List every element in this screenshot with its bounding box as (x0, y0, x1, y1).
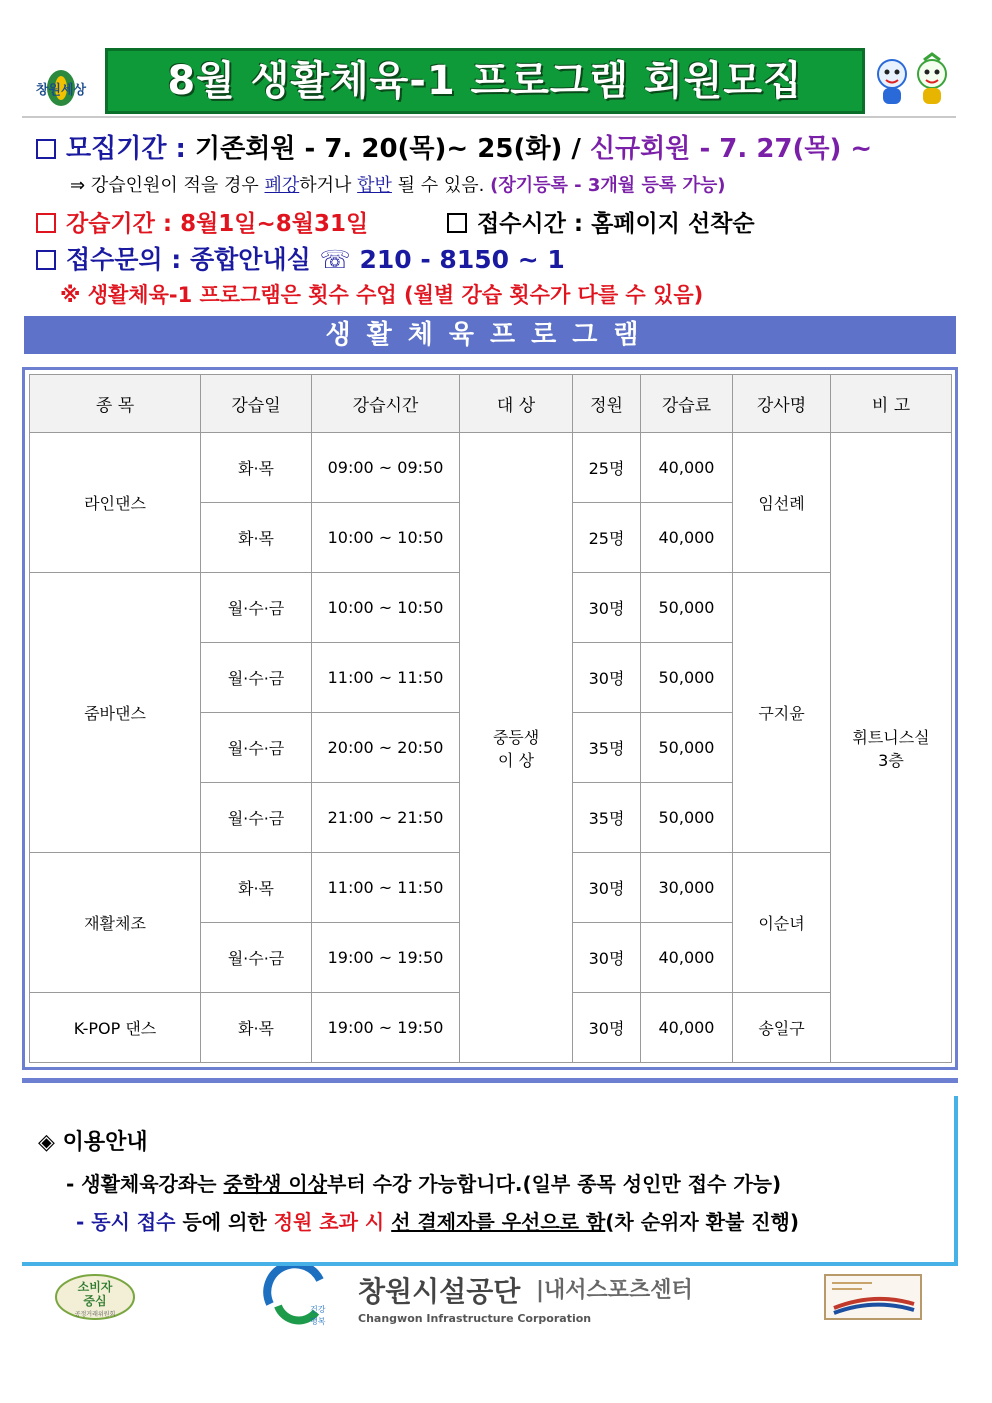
capacity-cell: 30명 (573, 923, 641, 993)
fee-cell: 40,000 (641, 923, 733, 993)
recruit-separator: / (562, 134, 590, 164)
capacity-cell: 30명 (573, 853, 641, 923)
page-title: 8월 생활체육-1 프로그램 회원모집 (105, 48, 865, 114)
fee-cell: 30,000 (641, 853, 733, 923)
program-notice: ※ 생활체육-1 프로그램은 횟수 수업 (월별 강습 횟수가 다를 수 있음) (60, 283, 704, 307)
guide-text: 부터 수강 가능합니다.(일부 종목 성인만 접수 가능) (327, 1172, 782, 1196)
changwon-logo (28, 58, 94, 116)
guide-title-text: 이용안내 (62, 1130, 148, 1155)
inquiry (36, 240, 565, 276)
capacity-cell: 25명 (573, 433, 641, 503)
note-text: 강습인원이 적을 경우 (85, 175, 265, 196)
closure-note (70, 171, 726, 197)
capacity-cell: 30명 (573, 573, 641, 643)
guide-emphasis: 중학생 이상 (223, 1172, 328, 1196)
header-capacity: 정원 (573, 375, 641, 433)
header-sport: 종 목 (30, 375, 201, 433)
corporation-english-name: Changwon Infrastructure Corporation (358, 1312, 592, 1325)
capacity-cell: 25명 (573, 503, 641, 573)
guide-text: 등에 의한 (175, 1210, 274, 1234)
days-cell: 월·수·금 (201, 573, 312, 643)
sport-cell: 줌바댄스 (30, 573, 201, 853)
time-cell: 20:00 ~ 20:50 (312, 713, 460, 783)
long-term-note: (장기등록 - 3개월 등록 가능) (490, 175, 726, 196)
mascot-icon (872, 52, 954, 110)
remark-cell (831, 433, 952, 1063)
checkbox-icon (36, 139, 56, 159)
consumer-centered-badge (54, 1273, 136, 1321)
days-cell: 월·수·금 (201, 923, 312, 993)
instructor-cell: 임선례 (733, 433, 831, 573)
svg-text:창원세상: 창원세상 (35, 83, 87, 98)
sport-cell: 재활체조 (30, 853, 201, 993)
instructor-cell: 송일구 (733, 993, 831, 1063)
time-cell: 11:00 ~ 11:50 (312, 643, 460, 713)
fee-cell: 40,000 (641, 503, 733, 573)
program-section-bar: 생활체육프로그램 (24, 316, 956, 354)
sports-center-name: |내서스포츠센터 (536, 1278, 693, 1303)
time-cell: 19:00 ~ 19:50 (312, 923, 460, 993)
target-cell (460, 433, 573, 1063)
header-instructor: 강사명 (733, 375, 831, 433)
time-cell: 11:00 ~ 11:50 (312, 853, 460, 923)
fee-cell: 50,000 (641, 643, 733, 713)
time-cell: 09:00 ~ 09:50 (312, 433, 460, 503)
table-bottom-rule (22, 1078, 958, 1083)
corporation-name: 창원시설공단 (358, 1275, 521, 1308)
inquiry-phone: 210 - 8150 ~ 1 (359, 245, 565, 274)
sport-cell: K-POP 댄스 (30, 993, 201, 1063)
remark-line: 휘트니스실 (852, 727, 930, 747)
checkbox-icon (36, 250, 56, 270)
header-time: 강습시간 (312, 375, 460, 433)
schedule-table (29, 374, 952, 1063)
class-period (36, 205, 368, 238)
instructor-cell: 이순녀 (733, 853, 831, 993)
svg-text:건강: 건강 (310, 1305, 326, 1314)
recruit-period (36, 128, 872, 165)
capacity-cell: 35명 (573, 713, 641, 783)
time-cell: 21:00 ~ 21:50 (312, 783, 460, 853)
time-cell: 10:00 ~ 10:50 (312, 573, 460, 643)
time-cell: 19:00 ~ 19:50 (312, 993, 460, 1063)
guide-simultaneous: - 동시 접수 (76, 1210, 176, 1234)
guide-text: - 생활체육강좌는 (66, 1172, 224, 1196)
fee-cell: 50,000 (641, 713, 733, 783)
recruit-existing: 기존회원 - 7. 20(목)~ 25(화) (194, 134, 563, 164)
days-cell: 화·목 (201, 433, 312, 503)
svg-text:중심: 중심 (83, 1294, 107, 1308)
days-cell: 화·목 (201, 853, 312, 923)
days-cell: 화·목 (201, 993, 312, 1063)
days-cell: 월·수·금 (201, 713, 312, 783)
header-divider (22, 116, 956, 118)
note-text: 하거나 (299, 175, 358, 196)
phone-icon: ☏ (319, 245, 351, 274)
fee-cell: 50,000 (641, 783, 733, 853)
fee-cell: 50,000 (641, 573, 733, 643)
inquiry-text: 접수문의 : 종합안내실 (66, 245, 311, 274)
class-period-text: 강습기간 : 8월1일~8월31일 (66, 211, 369, 237)
capacity-cell: 35명 (573, 783, 641, 853)
table-row (30, 433, 952, 503)
guide-title (38, 1125, 148, 1156)
days-cell: 화·목 (201, 503, 312, 573)
guide-emphasis: 선 결제자를 우선으로 함 (391, 1210, 606, 1234)
reception-time (447, 205, 755, 238)
days-cell: 월·수·금 (201, 783, 312, 853)
corporation-logo (260, 1266, 342, 1330)
note-merge: 합반 (357, 175, 392, 196)
time-cell: 10:00 ~ 10:50 (312, 503, 460, 573)
note-closure: 폐강 (264, 175, 300, 196)
instructor-cell: 구지윤 (733, 573, 831, 853)
table-header-row (30, 375, 952, 433)
header-target: 대 상 (460, 375, 573, 433)
fee-cell: 40,000 (641, 993, 733, 1063)
header-fee: 강습료 (641, 375, 733, 433)
header-days: 강습일 (201, 375, 312, 433)
remark-line: 3층 (878, 750, 904, 770)
header-remark: 비 고 (831, 375, 952, 433)
checkbox-icon (36, 213, 56, 233)
fee-cell: 40,000 (641, 433, 733, 503)
days-cell: 월·수·금 (201, 643, 312, 713)
capacity-cell: 30명 (573, 643, 641, 713)
guide-line-1 (66, 1168, 781, 1197)
svg-text:공정거래위원회: 공정거래위원회 (74, 1311, 116, 1318)
capacity-cell: 30명 (573, 993, 641, 1063)
target-line: 중등생 (492, 727, 540, 747)
target-line: 이 상 (498, 750, 534, 770)
guide-over-capacity: 정원 초과 시 (273, 1210, 385, 1234)
recruit-label: 모집기간 : (66, 134, 186, 164)
arrow-icon: ⇒ (70, 175, 86, 196)
checkbox-icon (447, 213, 467, 233)
guide-line-2 (76, 1206, 799, 1235)
svg-text:소비자: 소비자 (77, 1280, 113, 1294)
reception-time-text: 접수시간 : 홈페이지 선착순 (477, 211, 755, 237)
sport-cell: 라인댄스 (30, 433, 201, 573)
guide-text: (차 순위자 환불 진행) (605, 1210, 800, 1234)
svg-text:행복: 행복 (310, 1317, 326, 1326)
certification-badge (824, 1274, 922, 1320)
note-text: 될 수 있음. (391, 175, 491, 196)
diamond-bullet-icon: ◈ (38, 1130, 55, 1155)
recruit-new: 신규회원 - 7. 27(목) ~ (589, 134, 873, 164)
